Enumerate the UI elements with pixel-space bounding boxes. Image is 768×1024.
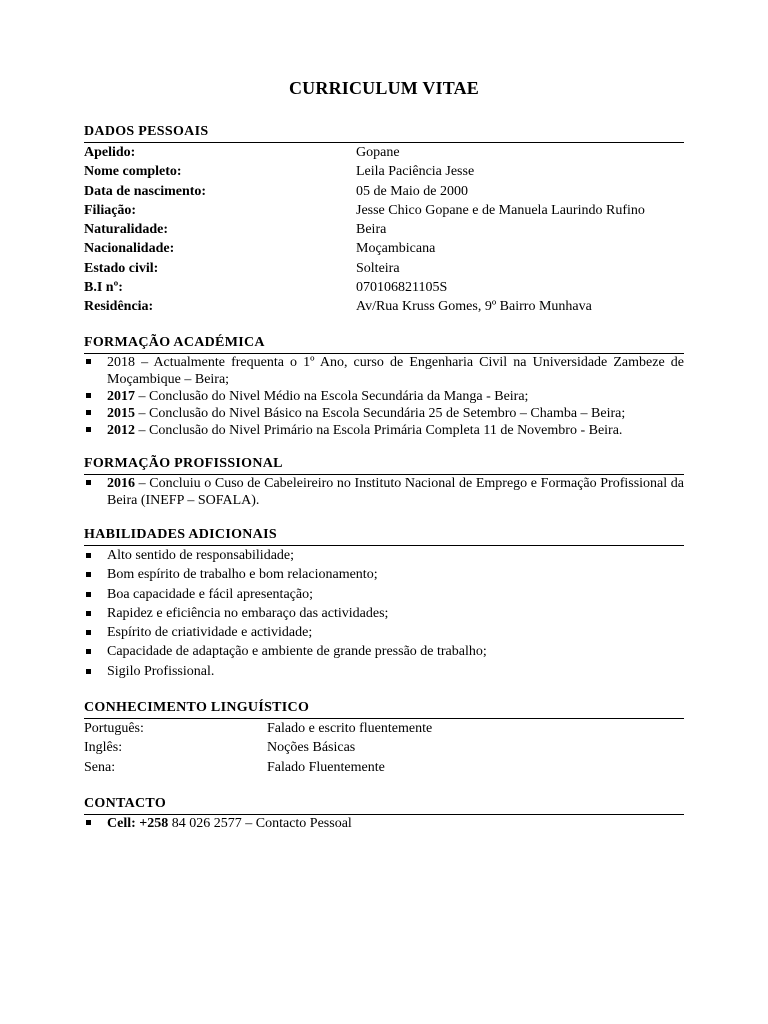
section-heading: CONTACTO <box>84 795 684 815</box>
row-value: Solteira <box>356 260 400 276</box>
academic-list <box>84 354 684 439</box>
row-label: Residência: <box>84 299 154 315</box>
section-dados-pessoais <box>84 123 684 317</box>
row-value: 070106821105S <box>356 280 448 296</box>
item-text: – Conclusão do Nivel Básico na Escola Secundária 25 de Setembro – Chamba – Beira; <box>135 406 626 421</box>
bullet-icon <box>86 649 91 654</box>
item-year: 2016 <box>107 476 135 491</box>
row-label: B.I nº: <box>84 280 123 296</box>
personal-row <box>84 143 684 162</box>
item-year: 2012 <box>107 423 135 438</box>
bullet-icon <box>86 669 91 674</box>
row-value: 05 de Maio de 2000 <box>356 183 468 199</box>
bullet-icon <box>86 410 91 415</box>
language-name: Português: <box>84 721 144 736</box>
personal-row <box>84 259 684 278</box>
personal-row <box>84 278 684 297</box>
row-label: Nome completo: <box>84 164 182 180</box>
bullet-icon <box>86 611 91 616</box>
language-name: Sena: <box>84 759 116 775</box>
list-item <box>84 623 684 642</box>
section-heading: HABILIDADES ADICIONAIS <box>84 526 684 546</box>
bullet-icon <box>86 572 91 577</box>
section-heading: CONHECIMENTO LINGUÍSTICO <box>84 699 684 719</box>
section-linguas <box>84 699 684 777</box>
row-label: Filiação: <box>84 202 137 218</box>
list-item <box>84 405 684 422</box>
item-text: Alto sentido de responsabilidade; <box>107 548 295 563</box>
item-text: – Conclusão do Nivel Médio na Escola Secundária da Manga - Beira; <box>135 389 529 404</box>
list-item <box>84 475 684 509</box>
bullet-icon <box>86 630 91 635</box>
bullet-icon <box>86 480 91 485</box>
list-item <box>84 388 684 405</box>
list-item <box>84 604 684 623</box>
section-contacto <box>84 795 684 832</box>
personal-row <box>84 162 684 181</box>
item-text: Rapidez e eficiência no embaraço das actividades; <box>107 605 389 621</box>
language-table <box>84 719 684 777</box>
list-item <box>84 422 684 439</box>
row-label: Nacionalidade: <box>84 241 175 257</box>
section-formacao-profissional <box>84 455 684 509</box>
document-title: CURRICULUM VITAE <box>288 78 480 98</box>
contact-number: 84 026 2577 – Contacto Pessoal <box>168 816 352 831</box>
item-text: Espírito de criatividade e actividade; <box>107 625 313 641</box>
item-text: Bom espírito de trabalho e bom relacionamento; <box>107 567 378 583</box>
list-item <box>84 642 684 661</box>
bullet-icon <box>86 393 91 398</box>
contact-label: Cell: +258 <box>107 816 169 831</box>
row-value: Jesse Chico Gopane e de Manuela Laurindo Rufino <box>356 202 645 218</box>
bullet-icon <box>86 820 91 825</box>
bullet-icon <box>86 427 91 432</box>
language-row <box>84 738 684 757</box>
row-value: Gopane <box>356 145 400 160</box>
row-value: Beira <box>356 222 387 238</box>
bullet-icon <box>86 359 91 364</box>
list-item <box>84 565 684 584</box>
item-text: Sigilo Profissional. <box>107 663 215 679</box>
language-row <box>84 758 684 777</box>
section-habilidades <box>84 526 684 681</box>
item-text: 2018 – Actualmente frequenta o 1º Ano, curso de Engenharia Civil na Universidade Zambeze de Moçambique – Beira; <box>107 355 684 387</box>
language-level: Falado Fluentemente <box>267 759 385 775</box>
list-item <box>84 662 684 681</box>
language-level: Falado e escrito fluentemente <box>267 721 433 736</box>
bullet-icon <box>86 592 91 597</box>
row-value: Av/Rua Kruss Gomes, 9º Bairro Munhava <box>356 299 592 315</box>
item-text: Boa capacidade e fácil apresentação; <box>107 586 313 602</box>
language-level: Noções Básicas <box>267 740 356 756</box>
personal-row <box>84 239 684 258</box>
row-label: Apelido: <box>84 145 136 160</box>
bullet-icon <box>86 553 91 558</box>
item-year: 2017 <box>107 389 135 404</box>
row-label: Data de nascimento: <box>84 183 207 199</box>
row-label: Estado civil: <box>84 260 159 276</box>
list-item <box>84 815 684 832</box>
list-item <box>84 585 684 604</box>
language-name: Inglês: <box>84 740 123 756</box>
section-heading: FORMAÇÃO ACADÉMICA <box>84 334 684 354</box>
personal-row <box>84 201 684 220</box>
professional-list <box>84 475 684 509</box>
section-heading: DADOS PESSOAIS <box>84 123 684 143</box>
section-formacao-academica <box>84 334 684 439</box>
section-heading: FORMAÇÃO PROFISSIONAL <box>84 455 684 475</box>
skills-list <box>84 546 684 681</box>
row-label: Naturalidade: <box>84 222 168 238</box>
item-text: – Conclusão do Nivel Primário na Escola Primária Completa 11 de Novembro - Beira. <box>135 423 623 438</box>
item-text: – Concluiu o Cuso de Cabeleireiro no Instituto Nacional de Emprego e Formação Profissional da Beira (INEFP – SOFALA). <box>107 476 684 508</box>
item-text: Capacidade de adaptação e ambiente de grande pressão de trabalho; <box>107 644 487 660</box>
personal-data-table <box>84 143 684 317</box>
language-row <box>84 719 684 738</box>
list-item <box>84 546 684 565</box>
row-value: Moçambicana <box>356 241 436 257</box>
contact-list <box>84 815 684 832</box>
item-year: 2015 <box>107 406 135 421</box>
personal-row <box>84 182 684 201</box>
personal-row <box>84 297 684 316</box>
list-item <box>84 354 684 388</box>
personal-row <box>84 220 684 239</box>
row-value: Leila Paciência Jesse <box>356 164 475 180</box>
